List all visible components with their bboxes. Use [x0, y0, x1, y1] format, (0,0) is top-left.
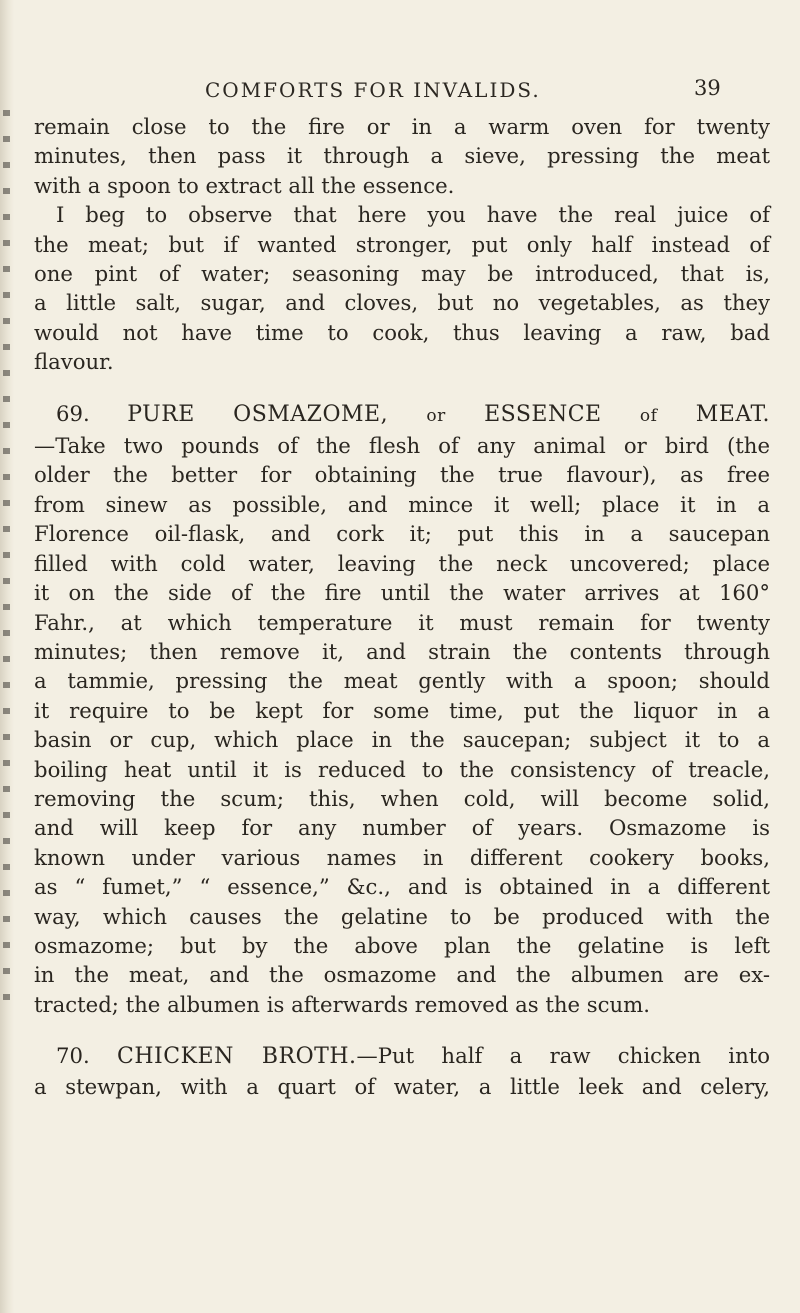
heading-part: PURE OSMAZOME, — [127, 401, 389, 427]
text-line: it require to be kept for some time, put the liquor in a — [34, 697, 770, 723]
section-heading — [127, 402, 770, 427]
paragraph-continuation — [34, 112, 770, 200]
text-line: removing the scum; this, when cold, will become solid, — [34, 785, 770, 811]
text-line: a little salt, sugar, and cloves, but no vegetables, as they — [34, 290, 770, 316]
text-line: tracted; the albumen is afterwards removed as the scum. — [34, 991, 650, 1017]
page-body — [34, 112, 770, 1101]
text-line: Florence oil-flask, and cork it; put this in a saucepan — [34, 521, 770, 547]
text-line: in the meat, and the osmazome and the albumen are ex- — [34, 962, 770, 988]
text-line: I beg to observe that here you have the real juice of — [56, 202, 770, 228]
section-69 — [34, 399, 770, 1020]
text-line: a stewpan, with a quart of water, a little leek and celery, — [34, 1073, 770, 1099]
section-heading-line — [34, 399, 770, 431]
section-gap — [34, 377, 770, 399]
text-line: one pint of water; seasoning may be introduced, that is, — [34, 261, 770, 287]
text-line: and will keep for any number of years. Osmazome is — [34, 815, 770, 841]
binding-edge-marks — [3, 110, 10, 1010]
text-line: filled with cold water, leaving the neck uncovered; place — [34, 550, 770, 576]
text-line: boiling heat until it is reduced to the consistency of treacle, — [34, 756, 770, 782]
section-70 — [34, 1041, 770, 1101]
section-number: 69. — [56, 400, 90, 426]
text-line: osmazome; but by the above plan the gelatine is left — [34, 932, 770, 958]
text-line: Fahr., at which temperature it must remain for twenty — [34, 609, 770, 635]
text-line: minutes; then remove it, and strain the contents through — [34, 638, 770, 664]
text-line: with a spoon to extract all the essence. — [34, 172, 455, 198]
section-heading-line — [34, 1041, 770, 1071]
text-run: —Put half a raw chicken into — [356, 1043, 770, 1069]
text-line: the meat; but if wanted stronger, put only half instead of — [34, 231, 770, 257]
text-line: older the better for obtaining the true flavour), as free — [34, 462, 770, 488]
text-line: known under various names in different cookery books, — [34, 844, 770, 870]
text-line: remain close to the fire or in a warm oven for twenty — [34, 114, 770, 139]
section-gap — [34, 1019, 770, 1041]
text-line: a tammie, pressing the meat gently with a spoon; should — [34, 668, 770, 694]
text-line: it on the side of the fire until the water arrives at 160° — [34, 580, 770, 606]
page-number: 39 — [694, 76, 721, 100]
text-line: flavour. — [34, 349, 114, 375]
text-line: as “ fumet,” “ essence,” &c., and is obtained in a different — [34, 874, 770, 900]
heading-connector: of — [639, 405, 658, 426]
page-gutter — [0, 0, 14, 1313]
text-line: —Take two pounds of the flesh of any animal or bird (the — [34, 433, 770, 459]
section-heading: CHICKEN BROTH. — [117, 1044, 357, 1070]
text-line: way, which causes the gelatine to be produced with the — [34, 903, 770, 929]
text-line: from sinew as possible, and mince it well; place it in a — [34, 491, 770, 517]
heading-connector: or — [426, 405, 446, 426]
text-line: basin or cup, which place in the saucepan; subject it to a — [34, 727, 770, 753]
running-title: COMFORTS FOR INVALIDS. — [205, 78, 541, 102]
section-number: 70. — [56, 1043, 90, 1069]
heading-part: MEAT. — [695, 401, 770, 427]
text-line: minutes, then pass it through a sieve, pressing the meat — [34, 143, 770, 169]
text-line: would not have time to cook, thus leaving a raw, bad — [34, 319, 770, 345]
heading-part: ESSENCE — [484, 401, 602, 427]
running-head — [0, 78, 800, 108]
paragraph-observation — [34, 200, 770, 376]
